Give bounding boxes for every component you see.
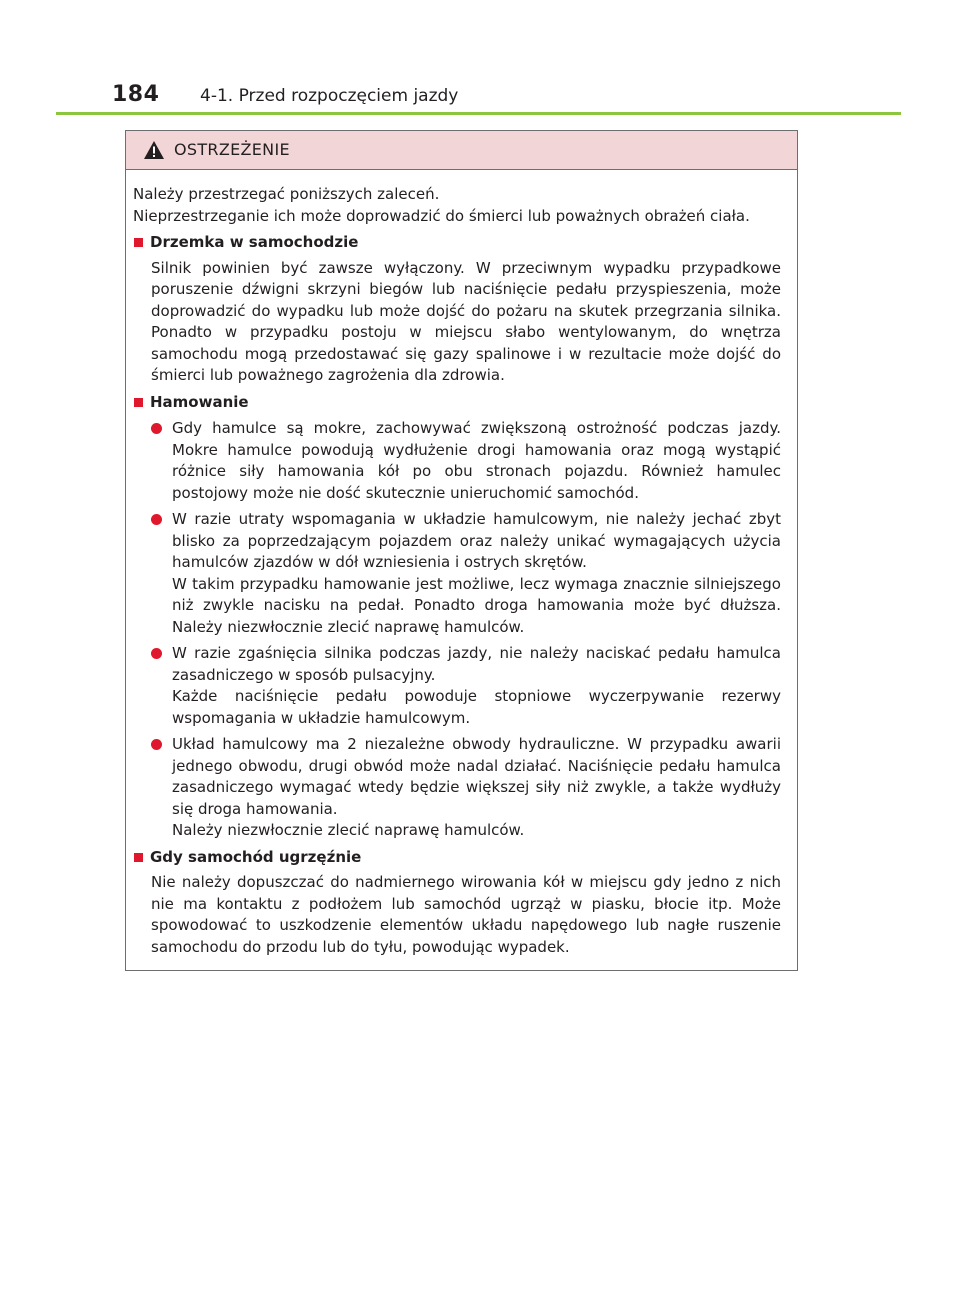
square-bullet-icon: [134, 238, 143, 247]
square-bullet-icon: [134, 853, 143, 862]
warning-triangle-icon: [143, 140, 165, 160]
subsection-heading-label: Gdy samochód ugrzęźnie: [150, 847, 362, 866]
round-bullet-icon: [151, 423, 162, 434]
warning-body: [126, 170, 797, 958]
subsection-heading-label: Drzemka w samochodzie: [150, 233, 359, 251]
subsection-heading-ugrzeznie: [133, 847, 781, 869]
intro-line: Nieprzestrzeganie ich może doprowadzić do śmierci lub poważnych obrażeń ciała.: [133, 206, 750, 225]
page-number: 184: [112, 82, 160, 107]
subsection-heading-hamowanie: [133, 392, 781, 414]
list-item: [151, 418, 781, 504]
round-bullet-icon: [151, 648, 162, 659]
subsection-heading-label: Hamowanie: [150, 392, 249, 411]
list-item-text: W takim przypadku hamowanie jest możliwe, lecz wymaga znacznie silniejszego niż zwykle nacisku na pedał. Ponadto droga hamowania może być dłuższa. Należy niezwłocznie zlecić naprawę hamulców.: [172, 574, 781, 636]
warning-box: [125, 130, 798, 971]
section-title: 4-1. Przed rozpoczęciem jazdy: [200, 86, 459, 106]
square-bullet-icon: [134, 398, 143, 407]
header-rule: [56, 112, 901, 115]
list-item-text: W razie utraty wspomagania w układzie hamulcowym, nie należy jechać zbyt blisko za poprzedzającym pojazdem oraz należy unikać wymagających użycia hamulców zjazdów w dół wzniesienia i ostrych skrętów.: [172, 510, 781, 571]
list-item: [151, 734, 781, 842]
list-item-text: W razie zgaśnięcia silnika podczas jazdy, nie należy naciskać pedału hamulca zasadniczego w sposób pulsacyjny.: [172, 644, 781, 684]
section-paragraph: Nie należy dopuszczać do nadmiernego wirowania kół w miejscu gdy jedno z nich nie ma kontaktu z podłożem lub samochód ugrząż w piasku, błocie itp. Może spowodować to uszkodzenie elementów układu napędowego lub nagłe ruszenie samochodu do przodu lub do tyłu, powodując wypadek.: [151, 873, 781, 956]
list-item-text: Gdy hamulce są mokre, zachowywać zwiększoną ostrożność podczas jazdy. Mokre hamulce powodują wydłużenie drogi hamowania oraz mogą wystąpić różnice siły hamowania kół po obu stronach pojazdu. Również hamulec postojowy może nie dość skutecznie unieruchomić samochód.: [172, 419, 781, 502]
round-bullet-icon: [151, 514, 162, 525]
subsection-heading-drzemka: [133, 232, 781, 254]
warning-header: [126, 131, 797, 170]
list-item-text: Należy niezwłocznie zlecić naprawę hamulców.: [172, 821, 525, 839]
round-bullet-icon: [151, 739, 162, 750]
section-paragraph: Silnik powinien być zawsze wyłączony. W przeciwnym wypadku przypadkowe poruszenie dźwigni skrzyni biegów lub naciśnięcie pedału przyspieszenia, może doprowadzić do wypadku lub może dojść do pożaru na skutek przegrzania silnika. Ponadto w przypadku postoju w miejscu słabo wentylowanym, do wnętrza samochodu mogą przedostawać się gazy spalinowe i w rezultacie może dojść do śmierci lub poważnego zagrożenia dla zdrowia.: [151, 258, 781, 384]
list-item-text: Układ hamulcowy ma 2 niezależne obwody hydrauliczne. W przypadku awarii jednego obwodu, drugi obwód może nadal działać. Naciśnięcie pedału hamulca zasadniczego wymagać wtedy będzie większej siły niż zwykle, a także wydłuży się droga hamowania.: [172, 735, 781, 818]
warning-title: OSTRZEŻENIE: [174, 140, 290, 159]
list-item-text: Każde naciśnięcie pedału powoduje stopniowe wyczerpywanie rezerwy wspomagania w układzie hamulcowym.: [172, 687, 781, 727]
list-item: [151, 509, 781, 638]
list-item: [151, 643, 781, 729]
intro-line: Należy przestrzegać poniższych zaleceń.: [133, 185, 440, 203]
